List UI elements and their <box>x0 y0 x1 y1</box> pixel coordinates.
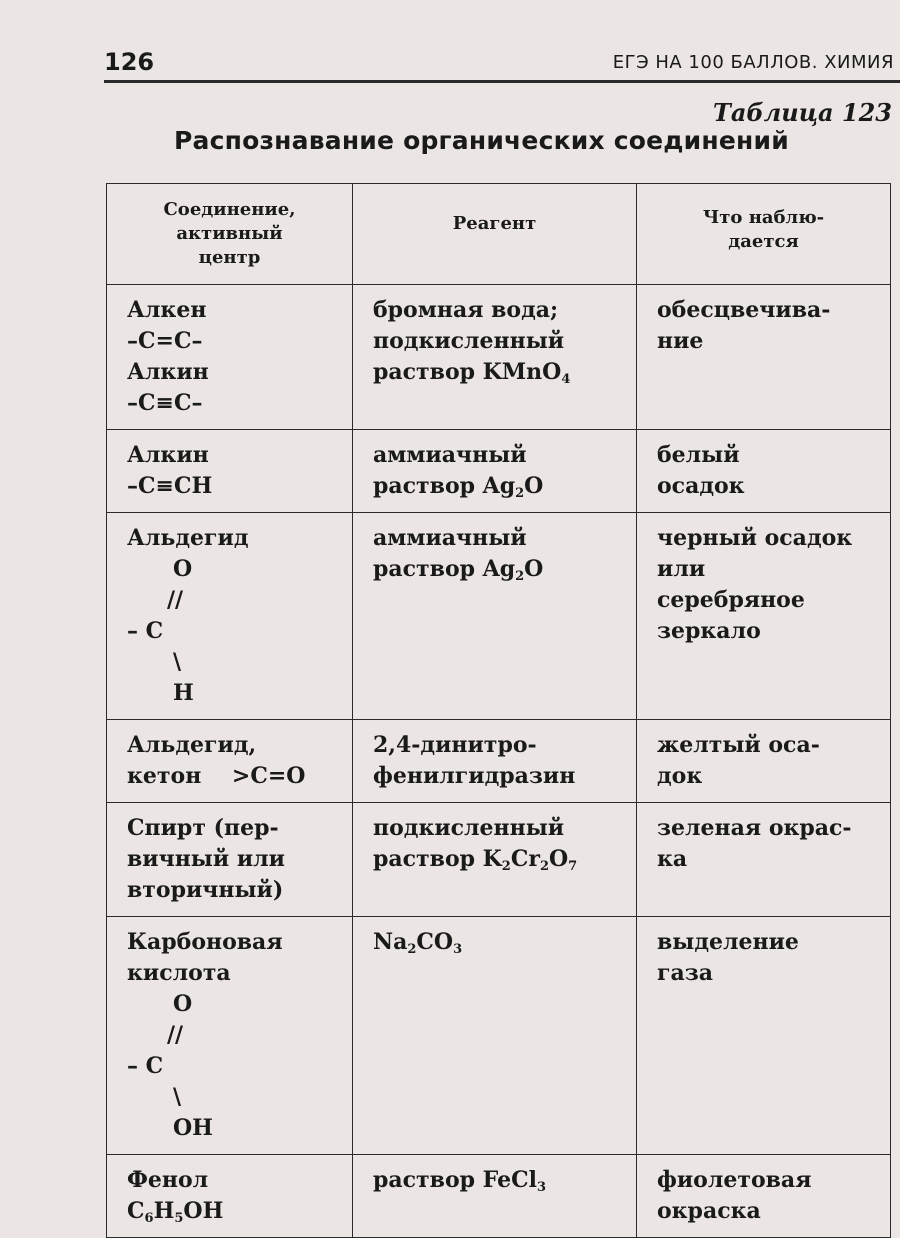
reagent-line: $Na_2CO_3$ <box>373 929 463 957</box>
observation-line: осадок <box>657 473 745 499</box>
reagent-line: подкисленный <box>373 328 565 354</box>
observation-cell <box>637 430 891 513</box>
compound-line: вторичный) <box>127 877 284 903</box>
structure-line: \ <box>173 649 182 675</box>
reagent-line: 2,4-динитро- <box>373 732 537 758</box>
compound-line: кислота <box>127 960 231 986</box>
reagent-line: аммиачный <box>373 442 527 468</box>
structure-line: – C <box>127 1053 164 1079</box>
structure-line: OH <box>173 1115 213 1141</box>
compound-line: –C≡CH <box>127 473 213 499</box>
header-line: активный <box>176 223 283 244</box>
structure-line: \ <box>173 1084 182 1110</box>
observation-line: зеленая окрас- <box>657 815 852 841</box>
observation-cell <box>637 917 891 1155</box>
table-title: Распознавание органических соединений <box>174 126 789 155</box>
header-line: дается <box>728 231 799 252</box>
compound-cell <box>107 1155 353 1238</box>
compound-line: Карбоновая <box>127 929 283 955</box>
compound-cell <box>107 513 353 720</box>
compound-line: Алкин <box>127 359 209 385</box>
header-line: Реагент <box>452 213 537 234</box>
reagent-cell <box>353 1155 637 1238</box>
compound-line: Альдегид, <box>127 732 257 758</box>
header-line: центр <box>198 247 261 268</box>
observation-line: окраска <box>657 1198 761 1224</box>
compound-line: Фенол <box>127 1167 209 1193</box>
reagent-cell <box>353 917 637 1155</box>
table-row <box>107 285 891 430</box>
header-line: Соединение, <box>163 199 296 220</box>
table-row <box>107 720 891 803</box>
reagent-line: фенилгидразин <box>373 763 576 789</box>
reagent-line: раствор $Ag_2O$ <box>373 473 544 501</box>
reagent-cell <box>353 430 637 513</box>
observation-cell <box>637 285 891 430</box>
observation-line: серебряное <box>657 587 805 613</box>
observation-line: ка <box>657 846 688 872</box>
table-row <box>107 803 891 917</box>
table-label: Таблица 123 <box>712 98 892 127</box>
compound-cell <box>107 803 353 917</box>
compound-line: Спирт (пер- <box>127 815 279 841</box>
page-number: 126 <box>104 48 155 76</box>
table-row <box>107 917 891 1155</box>
reagent-line: бромная вода; <box>373 297 559 323</box>
compound-line: –C≡C– <box>127 390 203 416</box>
compound-line: Альдегид <box>127 525 249 551</box>
observation-line: фиолетовая <box>657 1167 812 1193</box>
compound-cell <box>107 917 353 1155</box>
column-header-observation <box>637 184 891 285</box>
reagent-line: раствор KMnO$_4$ <box>373 359 571 387</box>
compound-line: Алкен <box>127 297 207 323</box>
structure-line: H <box>173 680 194 706</box>
reagent-cell <box>353 513 637 720</box>
compound-line: –C=C– <box>127 328 203 354</box>
observation-cell <box>637 720 891 803</box>
reagent-line: раствор FeCl$_3$ <box>373 1167 546 1195</box>
structure-line: O <box>173 556 193 582</box>
table-row <box>107 1155 891 1238</box>
observation-cell <box>637 803 891 917</box>
table-header-row <box>107 184 891 285</box>
observation-line: или <box>657 556 706 582</box>
table-row <box>107 430 891 513</box>
structure-line: – C <box>127 618 164 644</box>
reagent-line: раствор $Ag_2O$ <box>373 556 544 584</box>
compound-line: Алкин <box>127 442 209 468</box>
observation-line: газа <box>657 960 714 986</box>
structure-line: // <box>167 587 184 613</box>
column-header-reagent <box>353 184 637 285</box>
compound-line: вичный или <box>127 846 285 872</box>
compound-cell <box>107 430 353 513</box>
observation-line: зеркало <box>657 618 761 644</box>
compound-cell <box>107 285 353 430</box>
reagent-cell <box>353 285 637 430</box>
header-line: Что наблю- <box>702 207 825 228</box>
observation-line: черный осадок <box>657 525 853 551</box>
table-row <box>107 513 891 720</box>
observation-line: обесцвечива- <box>657 297 831 323</box>
reagent-line: раствор $K_2Cr_2O_7$ <box>373 846 578 874</box>
structure-line: O <box>173 991 193 1017</box>
observation-line: желтый оса- <box>657 732 820 758</box>
reagent-cell <box>353 720 637 803</box>
running-title: ЕГЭ НА 100 БАЛЛОВ. ХИМИЯ <box>612 52 894 73</box>
recognition-table <box>106 183 891 1238</box>
observation-line: выделение <box>657 929 799 955</box>
observation-cell <box>637 1155 891 1238</box>
structure-line: // <box>167 1022 184 1048</box>
compound-line: $C_6H_5OH$ <box>127 1198 224 1226</box>
column-header-compound <box>107 184 353 285</box>
observation-line: белый <box>657 442 740 468</box>
observation-line: ние <box>657 328 704 354</box>
page-header <box>104 46 900 83</box>
reagent-cell <box>353 803 637 917</box>
observation-line: док <box>657 763 703 789</box>
reagent-line: подкисленный <box>373 815 565 841</box>
observation-cell <box>637 513 891 720</box>
reagent-line: аммиачный <box>373 525 527 551</box>
compound-line: кетон >C=O <box>127 763 306 789</box>
compound-cell <box>107 720 353 803</box>
